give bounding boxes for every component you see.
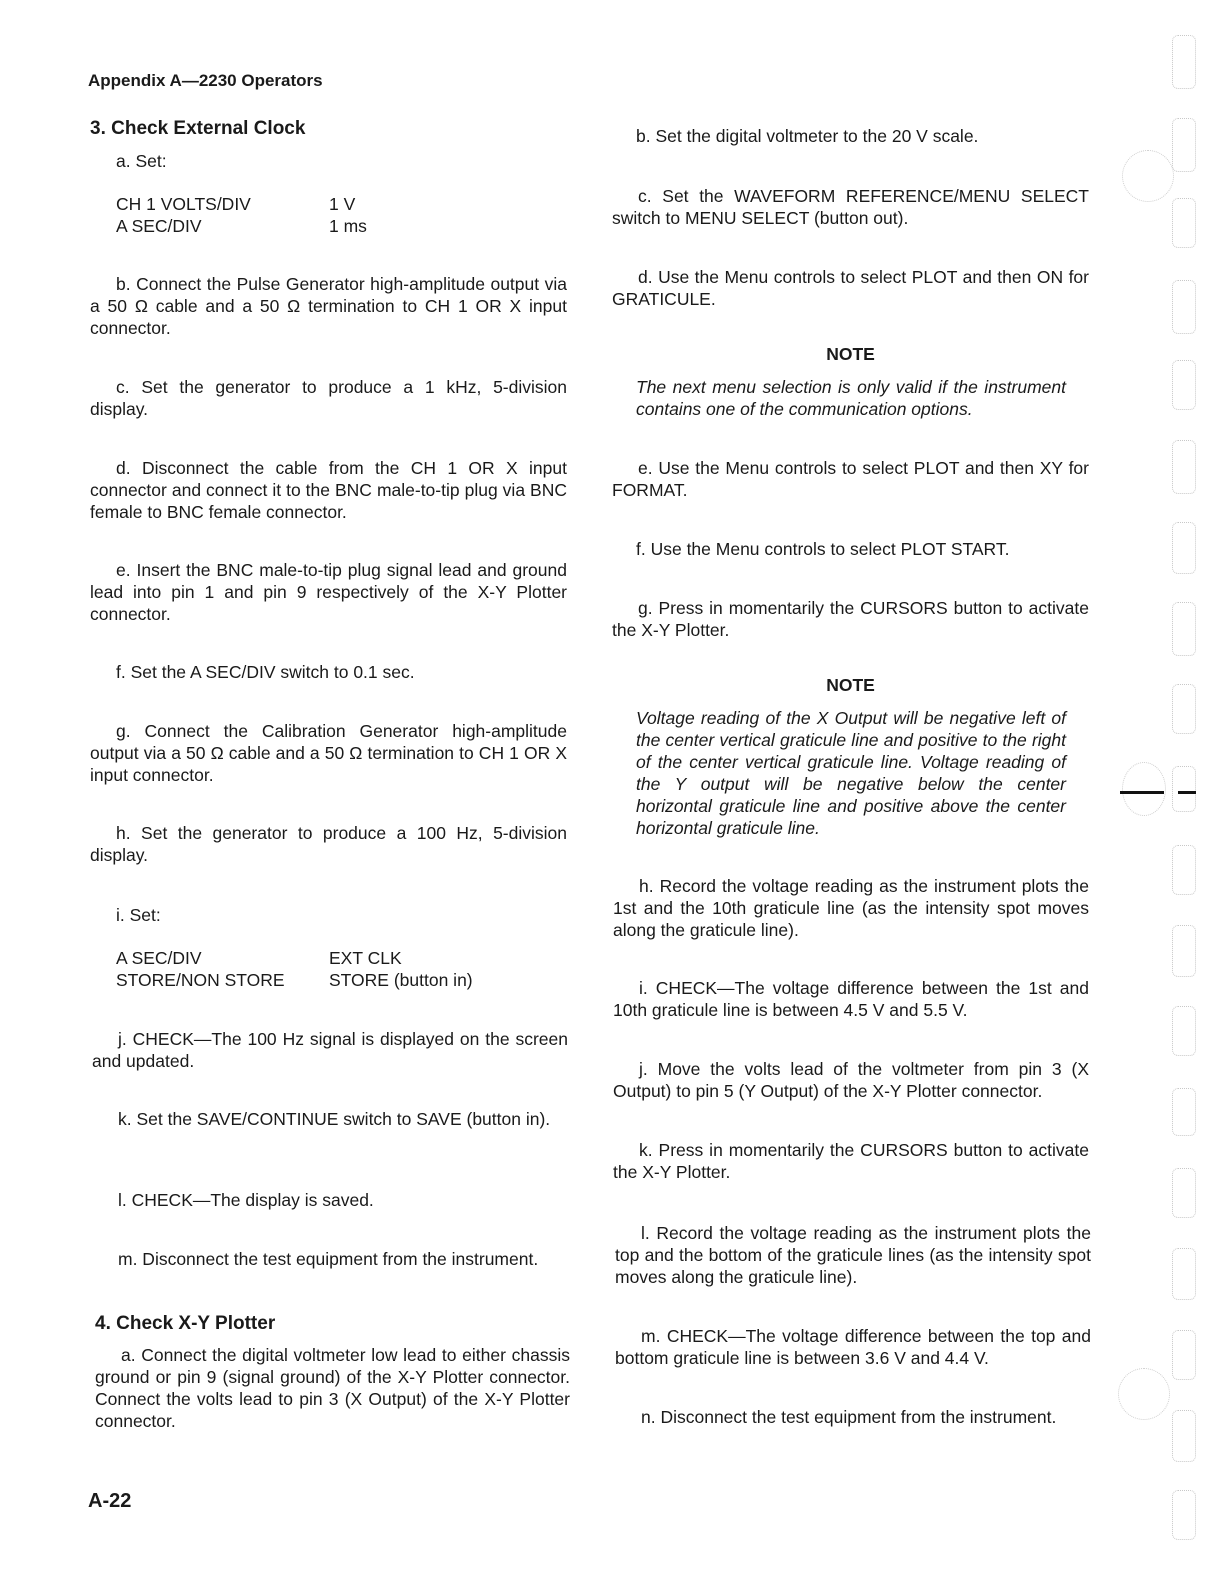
step-3f: f. Set the A SEC/DIV switch to 0.1 sec. xyxy=(116,662,415,682)
setting-value: STORE (button in) xyxy=(329,970,473,990)
binder-slot xyxy=(1172,440,1196,494)
step-4b: b. Set the digital voltmeter to the 20 V scale. xyxy=(636,126,979,146)
note-title: NOTE xyxy=(826,675,875,695)
running-header: Appendix A—2230 Operators xyxy=(88,71,323,90)
binder-slot xyxy=(1172,602,1196,656)
binder-hole xyxy=(1118,1368,1170,1420)
binder-slot xyxy=(1172,845,1196,895)
step-4k: k. Press in momentarily the CURSORS button to activate the X-Y Plotter. xyxy=(613,1140,1089,1182)
section-heading-external-clock: 3. Check External Clock xyxy=(90,118,306,139)
step-4m: m. CHECK—The voltage difference between the top and bottom graticule line is between 3.6 V and 4.4 V. xyxy=(615,1326,1091,1368)
step-3a: a. Set: xyxy=(116,151,167,171)
step-4i: i. CHECK—The voltage difference between the 1st and 10th graticule line is between 4.5 V and 5.5 V. xyxy=(613,978,1089,1020)
binder-slot xyxy=(1172,522,1196,574)
page-number: A-22 xyxy=(88,1490,132,1512)
setting-control: A SEC/DIV xyxy=(116,948,202,968)
setting-control: A SEC/DIV xyxy=(116,216,202,236)
step-3i: i. Set: xyxy=(116,905,161,925)
step-4n: n. Disconnect the test equipment from the instrument. xyxy=(641,1407,1057,1427)
settings-table-3i xyxy=(116,947,473,991)
step-3j: j. CHECK—The 100 Hz signal is displayed on the screen and updated. xyxy=(92,1029,568,1071)
binder-slot xyxy=(1172,1248,1196,1300)
binder-slot xyxy=(1172,1006,1196,1056)
setting-value: EXT CLK xyxy=(329,948,402,968)
binder-slot xyxy=(1172,360,1196,410)
step-4f: f. Use the Menu controls to select PLOT START. xyxy=(636,539,1010,559)
binder-hole xyxy=(1122,762,1166,816)
step-3c: c. Set the generator to produce a 1 kHz, 5-division display. xyxy=(90,377,567,419)
binder-slot xyxy=(1172,280,1196,334)
note-body: Voltage reading of the X Output will be negative left of the center vertical graticule line and positive to the right of the center vertical graticule line. Voltage reading of the Y output will be negative below the center horizontal graticule line and positive above the center horizontal graticule line. xyxy=(636,708,1066,838)
step-3g: g. Connect the Calibration Generator high-amplitude output via a 50 Ω cable and a 50 Ω termination to CH 1 OR X input connector. xyxy=(90,721,567,785)
setting-control: STORE/NON STORE xyxy=(116,970,285,990)
tab-marker xyxy=(1120,791,1164,794)
step-4g: g. Press in momentarily the CURSORS button to activate the X-Y Plotter. xyxy=(612,598,1089,640)
binder-slot xyxy=(1172,1168,1196,1218)
note-body: The next menu selection is only valid if the instrument contains one of the communication options. xyxy=(636,377,1066,419)
binder-slot xyxy=(1172,35,1196,89)
binder-slot xyxy=(1172,198,1196,248)
step-3b: b. Connect the Pulse Generator high-amplitude output via a 50 Ω cable and a 50 Ω termination to CH 1 OR X input connector. xyxy=(90,274,567,338)
setting-value: 1 ms xyxy=(329,216,367,236)
binder-slot xyxy=(1172,925,1196,977)
step-3h: h. Set the generator to produce a 100 Hz, 5-division display. xyxy=(90,823,567,865)
step-4j: j. Move the volts lead of the voltmeter from pin 3 (X Output) to pin 5 (Y Output) of the X-Y Plotter connector. xyxy=(613,1059,1089,1101)
step-4d: d. Use the Menu controls to select PLOT and then ON for GRATICULE. xyxy=(612,267,1089,309)
section-heading-xy-plotter: 4. Check X-Y Plotter xyxy=(95,1313,276,1334)
binder-slot xyxy=(1172,1330,1196,1380)
step-4c: c. Set the WAVEFORM REFERENCE/MENU SELECT switch to MENU SELECT (button out). xyxy=(612,186,1089,228)
step-4h: h. Record the voltage reading as the instrument plots the 1st and the 10th graticule line (as the intensity spot moves along the graticule line). xyxy=(613,876,1089,940)
binder-slot xyxy=(1172,1490,1196,1540)
step-3k: k. Set the SAVE/CONTINUE switch to SAVE (button in). xyxy=(118,1109,551,1129)
setting-control: CH 1 VOLTS/DIV xyxy=(116,194,251,214)
tab-marker xyxy=(1178,791,1196,794)
settings-table-3a xyxy=(116,193,367,237)
step-3m: m. Disconnect the test equipment from the instrument. xyxy=(118,1249,539,1269)
step-4l: l. Record the voltage reading as the instrument plots the top and the bottom of the graticule lines (as the intensity spot moves along the graticule line). xyxy=(615,1223,1091,1287)
step-3e: e. Insert the BNC male-to-tip plug signal lead and ground lead into pin 1 and pin 9 respectively of the X-Y Plotter connector. xyxy=(90,560,567,624)
setting-value: 1 V xyxy=(329,194,356,214)
binder-slot xyxy=(1172,684,1196,734)
binder-slot xyxy=(1172,118,1196,172)
step-4e: e. Use the Menu controls to select PLOT and then XY for FORMAT. xyxy=(612,458,1089,500)
step-3l: l. CHECK—The display is saved. xyxy=(118,1190,374,1210)
binder-slot xyxy=(1172,1410,1196,1462)
note-title: NOTE xyxy=(826,344,875,364)
binder-slot xyxy=(1172,766,1196,812)
step-3d: d. Disconnect the cable from the CH 1 OR X input connector and connect it to the BNC male-to-tip plug via BNC female to BNC female connector. xyxy=(90,458,567,522)
step-4a: a. Connect the digital voltmeter low lead to either chassis ground or pin 9 (signal ground) of the X-Y Plotter connector. Connect the volts lead to pin 3 (X Output) of the X-Y Plotter connector. xyxy=(95,1345,570,1431)
binder-hole xyxy=(1122,150,1174,202)
binder-slot xyxy=(1172,1088,1196,1136)
